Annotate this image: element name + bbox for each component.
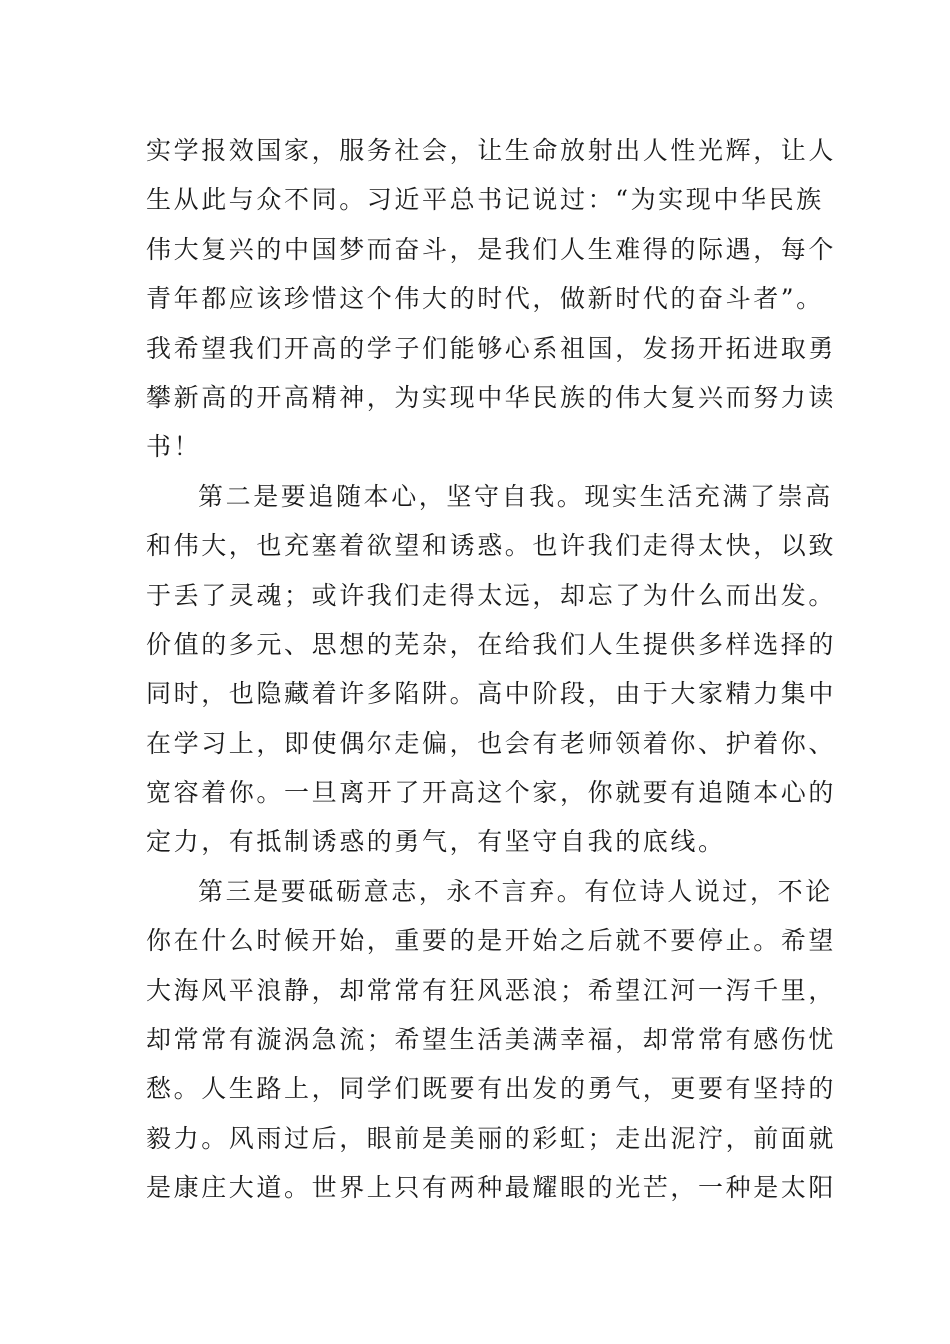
text-line-indented: 第三是要砥砺意志，永不言弃。有位诗人说过，不论 <box>198 876 833 906</box>
text-line: 青年都应该珍惜这个伟大的时代，做新时代的奋斗者”。 <box>146 284 824 314</box>
text-line: 价值的多元、思想的芜杂，在给我们人生提供多样选择的 <box>146 629 837 659</box>
text-line: 在学习上，即使偶尔走偏，也会有老师领着你、护着你、 <box>146 728 837 758</box>
text-line: 书！ <box>146 432 202 462</box>
text-line: 宽容着你。一旦离开了开高这个家，你就要有追随本心的 <box>146 778 837 808</box>
text-line: 是康庄大道。世界上只有两种最耀眼的光芒，一种是太阳 <box>146 1173 837 1203</box>
text-line-indented: 第二是要追随本心，坚守自我。现实生活充满了崇高 <box>198 481 833 511</box>
paragraph-1 <box>146 126 837 472</box>
paragraph-2 <box>146 472 837 867</box>
text-line: 毅力。风雨过后，眼前是美丽的彩虹；走出泥泞，前面就 <box>146 1123 837 1153</box>
text-line: 愁。人生路上，同学们既要有出发的勇气，更要有坚持的 <box>146 1074 837 1104</box>
text-line: 实学报效国家，服务社会，让生命放射出人性光辉，让人 <box>146 136 837 165</box>
text-line: 你在什么时候开始，重要的是开始之后就不要停止。希望 <box>146 926 837 956</box>
text-line: 于丢了灵魂；或许我们走得太远，却忘了为什么而出发。 <box>146 580 837 610</box>
text-line: 生从此与众不同。习近平总书记说过：“为实现中华民族 <box>146 185 824 215</box>
text-line: 攀新高的开高精神，为实现中华民族的伟大复兴而努力读 <box>146 382 837 412</box>
text-line: 定力，有抵制诱惑的勇气，有坚守自我的底线。 <box>146 827 726 857</box>
paragraph-3 <box>146 867 837 1213</box>
text-line: 伟大复兴的中国梦而奋斗，是我们人生难得的际遇，每个 <box>146 234 837 264</box>
text-line: 和伟大，也充塞着欲望和诱惑。也许我们走得太快，以致 <box>146 531 837 561</box>
text-line: 同时，也隐藏着许多陷阱。高中阶段，由于大家精力集中 <box>146 679 837 709</box>
text-line: 大海风平浪静，却常常有狂风恶浪；希望江河一泻千里， <box>146 975 837 1005</box>
text-line: 我希望我们开高的学子们能够心系祖国，发扬开拓进取勇 <box>146 333 837 363</box>
document-body <box>146 126 837 1213</box>
text-line: 却常常有漩涡急流；希望生活美满幸福，却常常有感伤忧 <box>146 1025 837 1055</box>
